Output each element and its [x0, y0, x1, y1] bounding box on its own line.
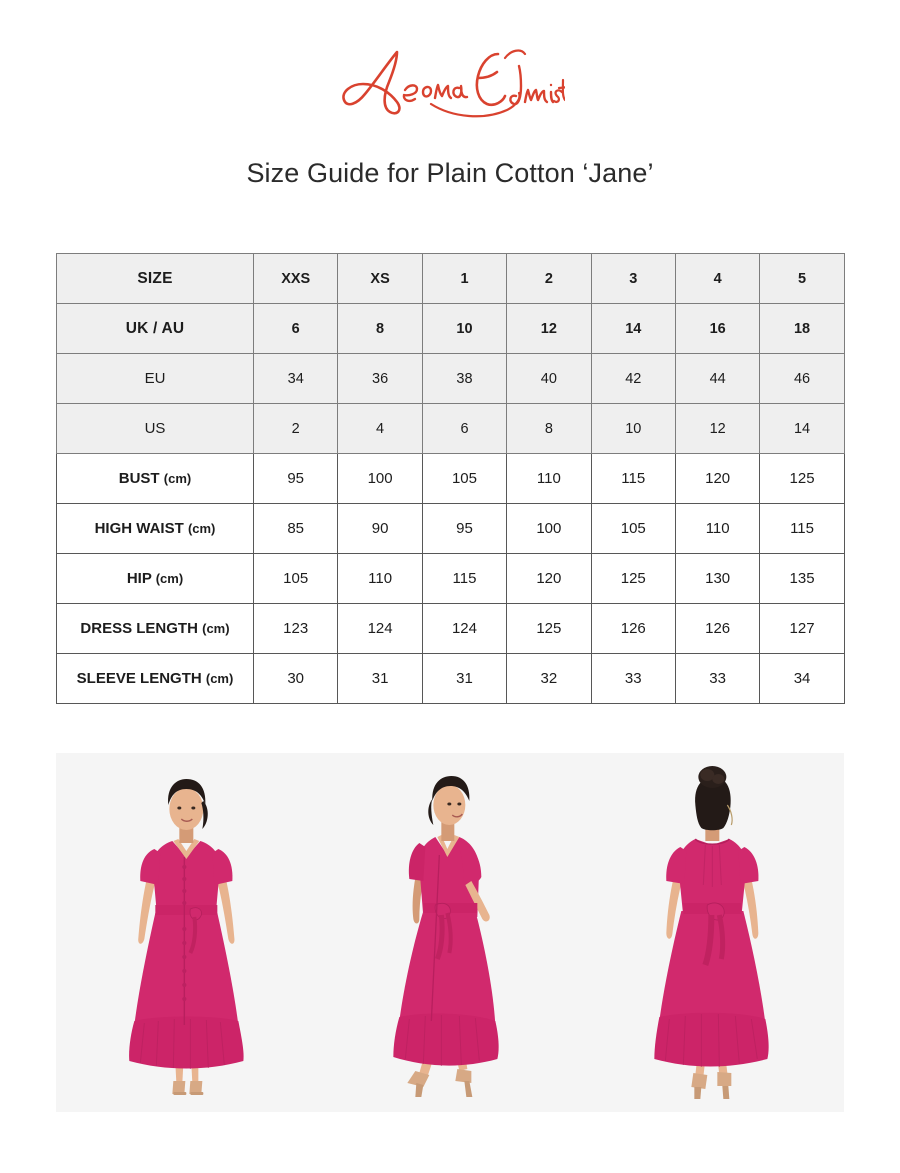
table-cell: 115 [591, 454, 675, 504]
table-cell: 32 [507, 654, 591, 704]
table-cell: 115 [422, 554, 506, 604]
table-cell: 6 [254, 304, 338, 354]
table-cell: 8 [507, 404, 591, 454]
table-cell: 4 [338, 404, 422, 454]
table-cell: 115 [760, 504, 844, 554]
table-cell: 123 [254, 604, 338, 654]
table-cell: 126 [591, 604, 675, 654]
table-cell: 16 [675, 304, 759, 354]
row-label-unit: (cm) [155, 571, 184, 586]
row-label: UK / AU [57, 304, 254, 354]
table-row [57, 404, 845, 454]
table-cell: 10 [591, 404, 675, 454]
table-cell: 100 [507, 504, 591, 554]
table-cell: 14 [591, 304, 675, 354]
table-cell: 6 [422, 404, 506, 454]
table-cell: 90 [338, 504, 422, 554]
table-cell: 125 [591, 554, 675, 604]
model-back-view-icon [581, 753, 844, 1112]
table-cell: 34 [760, 654, 844, 704]
table-cell: 105 [591, 504, 675, 554]
row-label [57, 654, 254, 704]
table-row [57, 304, 845, 354]
table-row [57, 554, 845, 604]
row-label: US [57, 404, 254, 454]
product-photo-back [581, 753, 844, 1112]
row-label: EU [57, 354, 254, 404]
table-cell: 46 [760, 354, 844, 404]
row-label [57, 504, 254, 554]
product-photo-side [319, 753, 582, 1112]
page-title: Size Guide for Plain Cotton ‘Jane’ [246, 158, 654, 188]
table-cell: 4 [675, 254, 759, 304]
table-row [57, 654, 845, 704]
table-cell: XXS [254, 254, 338, 304]
table-cell: 85 [254, 504, 338, 554]
table-cell: 100 [338, 454, 422, 504]
table-cell: 34 [254, 354, 338, 404]
table-cell: 42 [591, 354, 675, 404]
table-cell: 30 [254, 654, 338, 704]
table-cell: 105 [254, 554, 338, 604]
table-cell: 2 [507, 254, 591, 304]
table-cell: 105 [422, 454, 506, 504]
table-row [57, 254, 845, 304]
table-cell: 44 [675, 354, 759, 404]
table-row [57, 454, 845, 504]
row-label-text: SLEEVE LENGTH [76, 670, 202, 687]
table-cell: 125 [507, 604, 591, 654]
size-guide-table-body [57, 254, 845, 704]
row-label-unit: (cm) [202, 621, 230, 636]
table-cell: 2 [254, 404, 338, 454]
model-side-view-icon [319, 753, 582, 1112]
row-label-unit: (cm) [205, 671, 234, 686]
size-guide-table [56, 253, 845, 704]
table-cell: 1 [422, 254, 506, 304]
product-photo-front [56, 753, 319, 1112]
row-label-text: DRESS LENGTH [80, 620, 198, 637]
table-cell: 31 [422, 654, 506, 704]
table-cell: 110 [338, 554, 422, 604]
table-cell: 95 [254, 454, 338, 504]
table-cell: 33 [591, 654, 675, 704]
row-label [57, 454, 254, 504]
table-cell: 110 [675, 504, 759, 554]
table-cell: 33 [675, 654, 759, 704]
row-label [57, 554, 254, 604]
table-row [57, 604, 845, 654]
table-cell: 95 [422, 504, 506, 554]
table-cell: 31 [338, 654, 422, 704]
table-cell: 125 [760, 454, 844, 504]
table-cell: 18 [760, 304, 844, 354]
table-cell: 3 [591, 254, 675, 304]
table-cell: 14 [760, 404, 844, 454]
table-cell: 12 [507, 304, 591, 354]
brand-logo [0, 0, 900, 150]
table-cell: XS [338, 254, 422, 304]
table-cell: 126 [675, 604, 759, 654]
table-cell: 135 [760, 554, 844, 604]
table-cell: 110 [507, 454, 591, 504]
table-cell: 5 [760, 254, 844, 304]
table-cell: 124 [422, 604, 506, 654]
model-front-view-icon [56, 753, 319, 1112]
table-cell: 124 [338, 604, 422, 654]
table-row [57, 504, 845, 554]
row-label-text: HIP [126, 570, 152, 587]
row-label-unit: (cm) [163, 471, 192, 486]
row-label: SIZE [57, 254, 254, 304]
table-cell: 8 [338, 304, 422, 354]
row-label-text: BUST [118, 470, 160, 487]
row-label-unit: (cm) [187, 521, 216, 536]
table-cell: 120 [675, 454, 759, 504]
table-cell: 38 [422, 354, 506, 404]
table-cell: 40 [507, 354, 591, 404]
brand-script-logo-icon [335, 38, 565, 124]
row-label-text: HIGH WAIST [94, 520, 184, 537]
table-cell: 120 [507, 554, 591, 604]
table-cell: 36 [338, 354, 422, 404]
table-cell: 10 [422, 304, 506, 354]
product-photo-strip [56, 753, 844, 1112]
row-label [57, 604, 254, 654]
table-cell: 130 [675, 554, 759, 604]
table-cell: 127 [760, 604, 844, 654]
size-guide-table-container [56, 253, 844, 704]
table-cell: 12 [675, 404, 759, 454]
table-row [57, 354, 845, 404]
